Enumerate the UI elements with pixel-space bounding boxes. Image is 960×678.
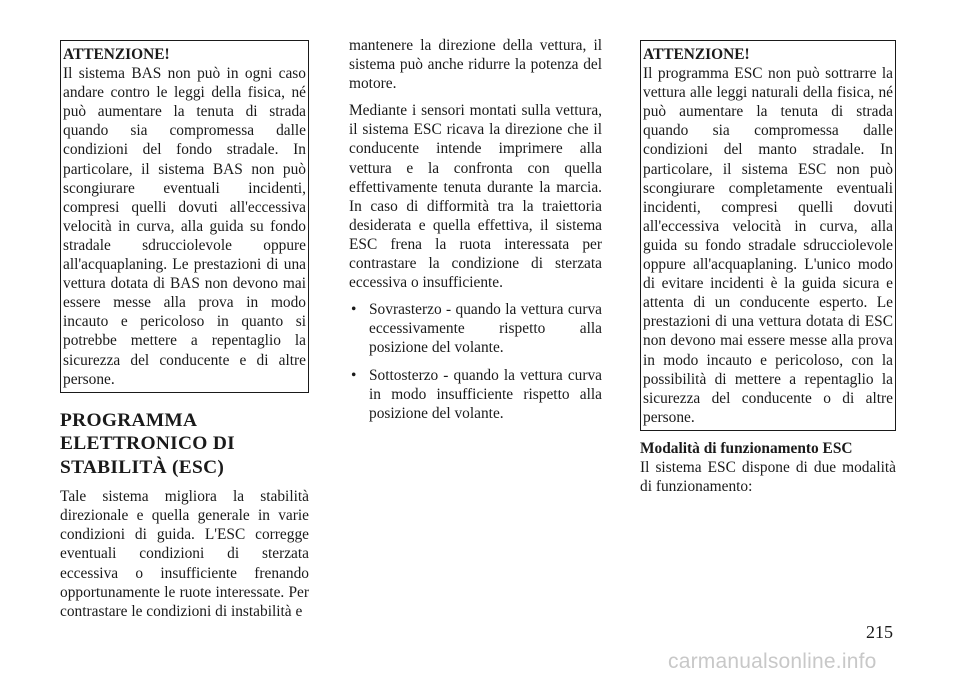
watermark: carmanualsonline.info (668, 650, 877, 673)
bullet-icon: • (351, 366, 357, 384)
column-middle (349, 36, 602, 431)
warning-text: Il programma ESC non può sottrarre la vettura alle leggi naturali della fisica, né può aumentare la tenuta di strada quando sia compromessa dalle condizioni del manto stradale. In particolare, il sistema ESC non può scongiurare completamente eventuali incidenti, compresi quelli dovuti all'eccessiva velocità in curva, alla guida su fondo stradale sdrucciolevole oppure all'acquaplaning. L'unico modo di evitare incidenti è la guida sicura e attenta di un conducente esperto. Le prestazioni di una vettura dotata di ESC non devono mai essere messe alla prova in modo incauto e pericoloso, con la possibilità di mettere a repentaglio la sicurezza del conducente o di altre persone. (643, 65, 893, 426)
column-left (60, 40, 309, 621)
list-item-text: Sovrasterzo - quando la vettura curva eccessivamente rispetto alla posizione del volante. (369, 301, 602, 357)
column-right (640, 40, 896, 496)
steering-conditions-list (349, 300, 602, 423)
esc-intro-paragraph: Tale sistema migliora la stabilità direzionale e quella generale in varie condizioni di guida. L'ESC corregge eventuali condizioni di sterzata eccessiva o insufficiente frenando opportunamente le ruote interessate. Per contrastare le condizioni di instabilità e (60, 488, 309, 620)
esc-modes-paragraph: Il sistema ESC dispone di due modalità di funzionamento: (640, 458, 896, 496)
page-number: 215 (866, 622, 893, 642)
sensor-paragraph: Mediante i sensori montati sulla vettura, il sistema ESC ricava la direzione che il conducente intende imprimere alla vettura e la confronta con quella effettivamente tenuta durante la marcia. In caso di difformità tra la traiettoria desiderata e quella effettiva, il sistema ESC frena la ruota interessata per contrastare la condizione di sterzata eccessiva o insufficiente. (349, 102, 602, 292)
continued-paragraph: mantenere la direzione della vettura, il sistema può anche ridurre la potenza del motore. (349, 37, 602, 93)
list-item (349, 300, 602, 357)
warning-title: ATTENZIONE! (63, 46, 170, 63)
bullet-icon: • (351, 301, 357, 319)
section-heading-esc: PROGRAMMA ELETTRONICO DI STABILITÀ (ESC) (60, 409, 235, 478)
subheading-esc-modes: Modalità di funzionamento ESC (640, 439, 853, 457)
list-item (349, 366, 602, 423)
warning-text: Il sistema BAS non può in ogni caso andare contro le leggi della fisica, né può aumentare la tenuta di strada quando sia compromessa dalle condizioni del fondo stradale. In particolare, il sistema BAS non può scongiurare eventuali incidenti, compresi quelli dovuti all'eccessiva velocità in curva, alla guida su fondo stradale sdrucciolevole oppure all'acquaplaning. Le prestazioni di una vettura dotata di BAS non devono mai essere messe alla prova in modo incauto e pericoloso in quanto si potrebbe mettere a repentaglio la sicurezza del conducente e di altre persone. (63, 65, 306, 388)
list-item-text: Sottosterzo - quando la vettura curva in modo insufficiente rispetto alla posizione del volante. (369, 366, 602, 422)
warning-title: ATTENZIONE! (643, 46, 750, 63)
warning-box-esc (640, 40, 896, 431)
warning-box-bas (60, 40, 309, 393)
